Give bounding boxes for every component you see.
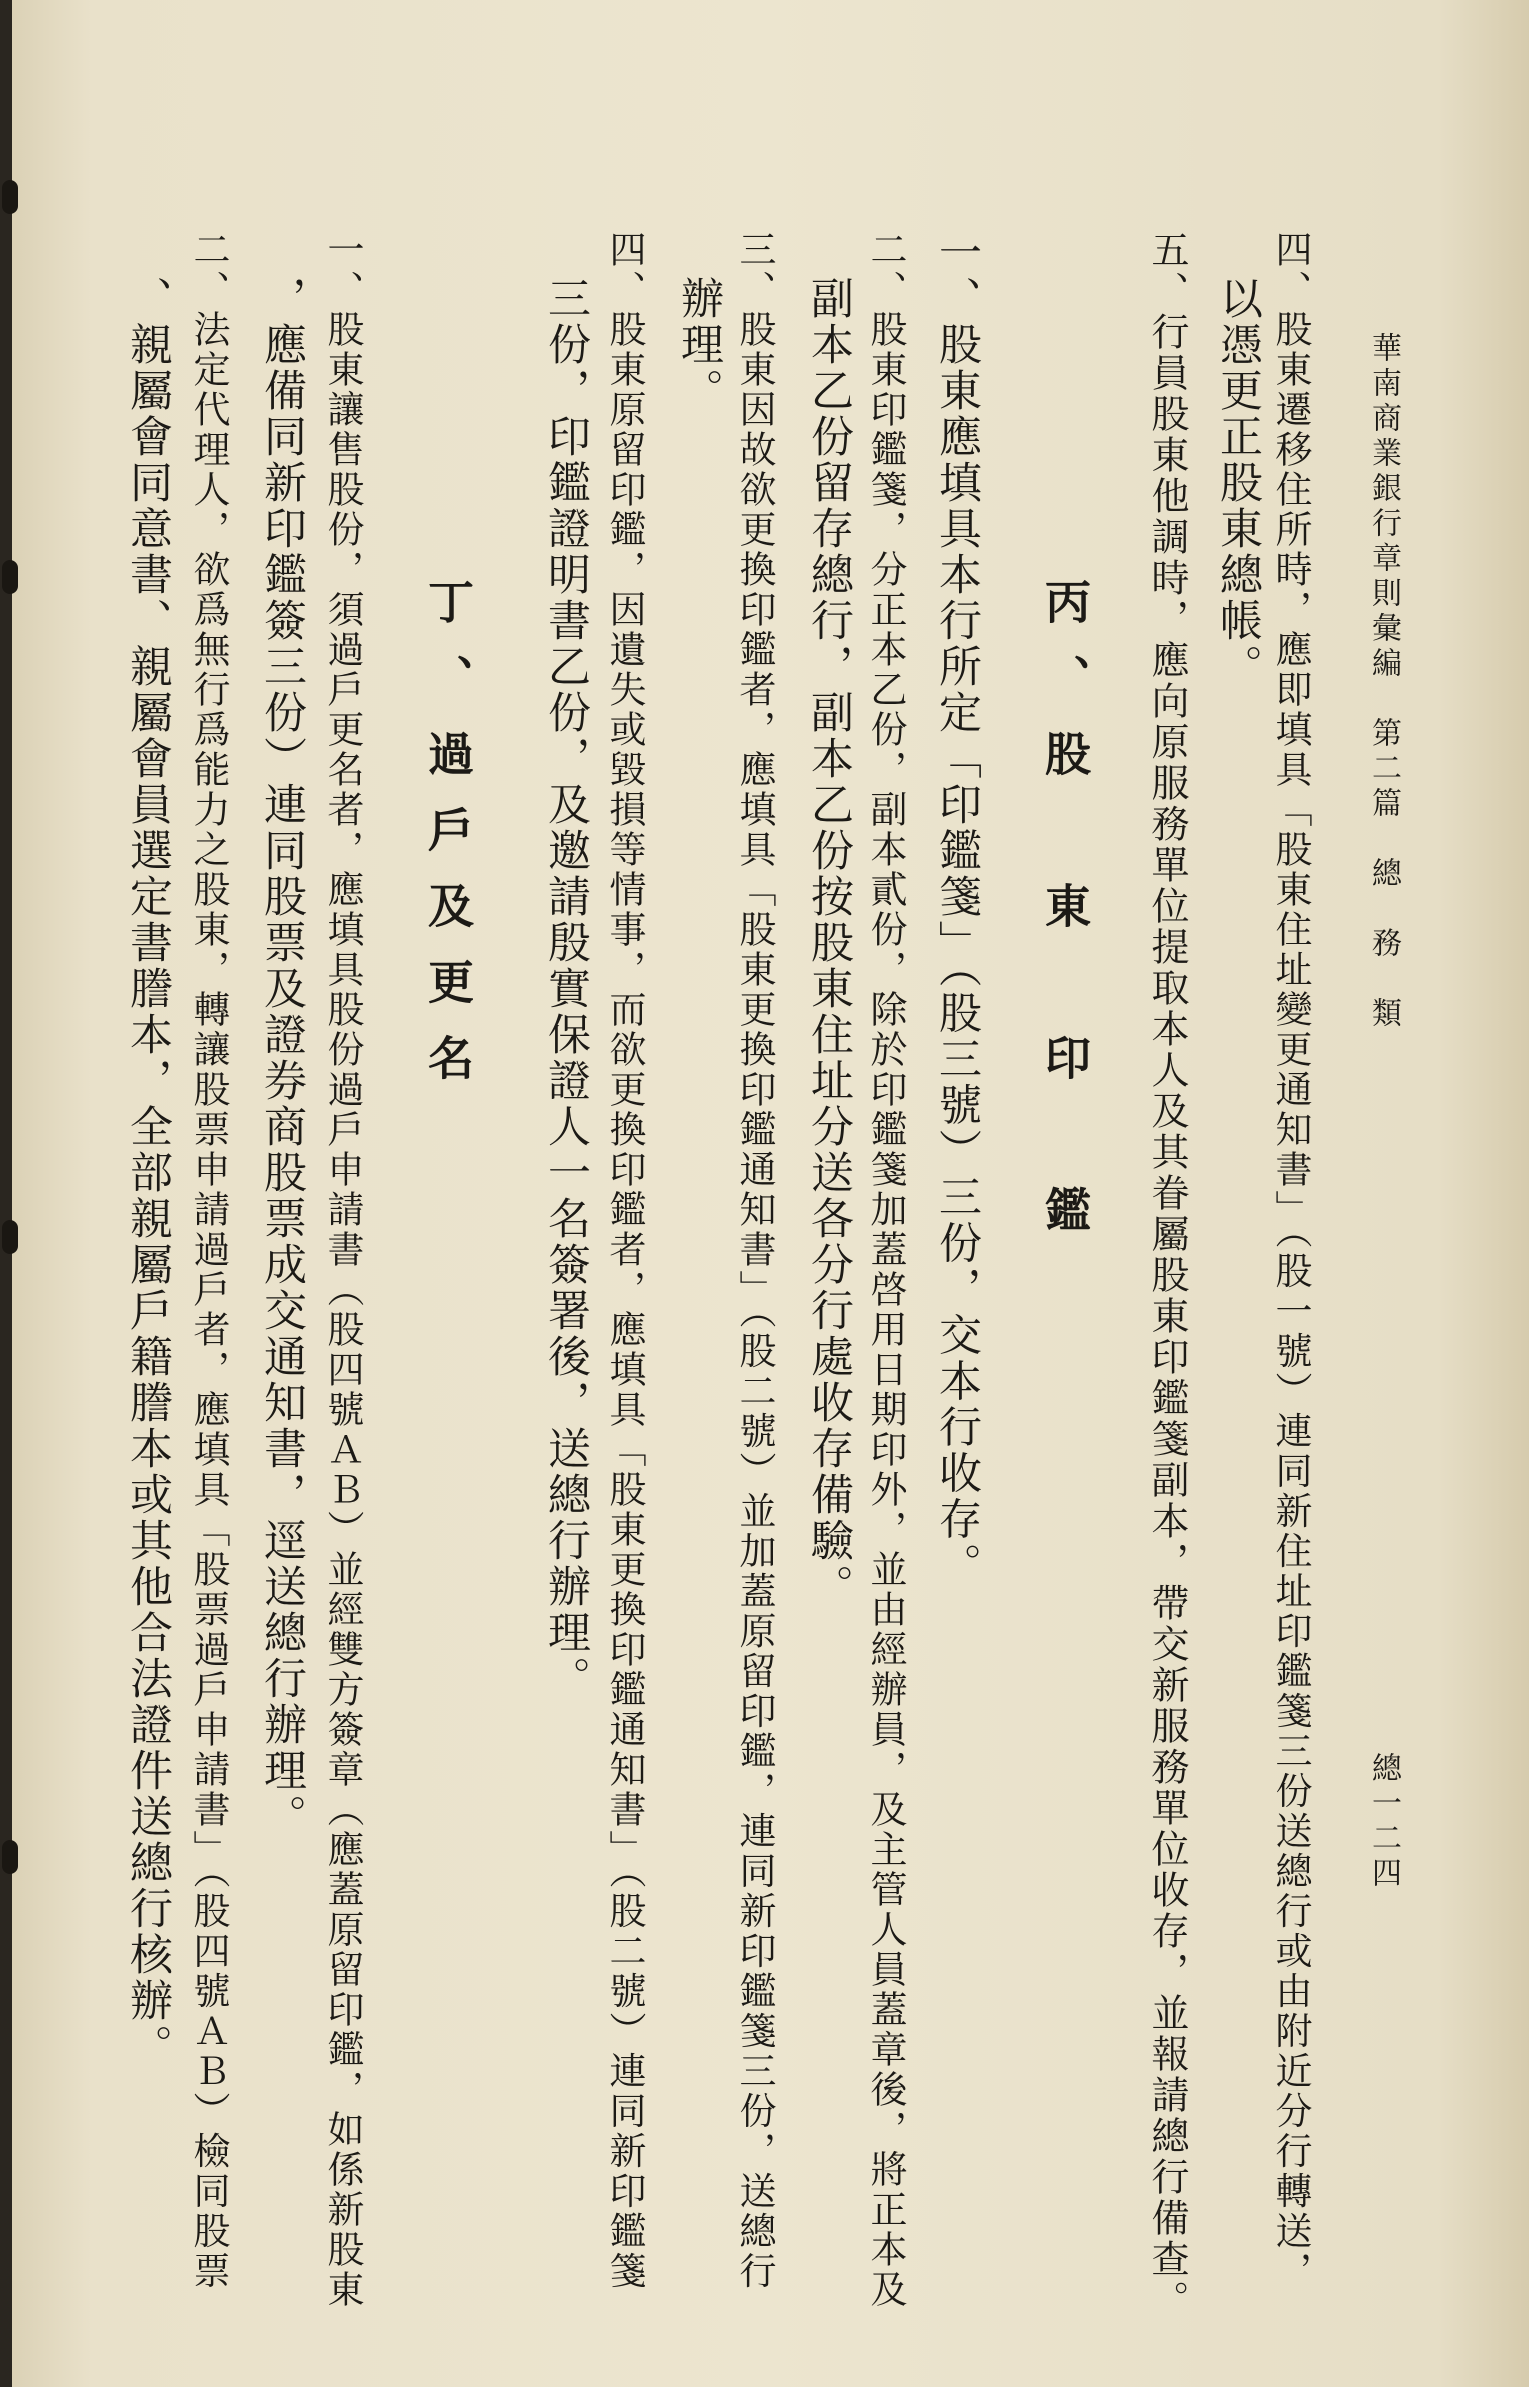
paragraph-column: 二、法定代理人，欲爲無行爲能力之股東，轉讓股票申請過戶者，應填具「股票過戶申請書」（股四號ＡＢ）檢同股票 xyxy=(187,230,230,2292)
paragraph-column: 辦理。 xyxy=(674,230,724,414)
paragraph-column: 副本乙份留存總行，副本乙份按股東住址分送各分行處收存備驗。 xyxy=(804,230,854,1610)
page-number: 總一二四 xyxy=(1366,1752,1401,1892)
paragraph-column: 四、股東原留印鑑，因遺失或毀損等情事，而欲更換印鑑者，應填具「股東更換印鑑通知書」（股二號）連同新印鑑箋 xyxy=(603,230,646,2292)
binding-hole xyxy=(2,180,18,214)
paragraph-column: 、親屬會同意書、親屬會員選定書謄本，全部親屬戶籍謄本或其他合法證件送總行核辦。 xyxy=(123,230,173,2070)
paragraph-column: 二、股東印鑑箋，分正本乙份，副本貳份，除於印鑑箋加蓋啓用日期印外，並由經辦員，及主管人員蓋章後，將正本及 xyxy=(864,230,907,2310)
paragraph-column: ，應備同新印鑑簽三份）連同股票及證券商股票成交通知書，逕送總行辦理。 xyxy=(257,230,307,1840)
paragraph-column: 三、股東因故欲更換印鑑者，應填具「股東更換印鑑通知書」（股二號）並加蓋原留印鑑，連同新印鑑箋三份，送總行 xyxy=(733,230,776,2292)
paragraph-column: 一、股東讓售股份，須過戶更名者，應填具股份過戶申請書（股四號ＡＢ）並經雙方簽章（應蓋原留印鑑，如係新股東 xyxy=(321,230,364,2310)
binding-hole xyxy=(2,1220,18,1254)
paragraph-column: 五、行員股東他調時，應向原服務單位提取本人及其眷屬股東印鑑箋副本，帶交新服務單位收存，並報請總行備查。 xyxy=(1145,230,1189,2321)
paragraph-column: 四、股東遷移住所時，應即填具「股東住址變更通知書」（股一號）連同新住址印鑑箋三份送總行或由附近分行轉送， xyxy=(1269,230,1312,2292)
paragraph-column: 一、股東應填具本行所定「印鑑箋」（股三號）三份，交本行收存。 xyxy=(932,230,982,1589)
paragraph-column: 三份，印鑑證明書乙份，及邀請殷實保證人一名簽署後，送總行辦理。 xyxy=(541,230,591,1702)
binding-edge xyxy=(0,0,12,2387)
running-title: 華南商業銀行章則彙編 第二篇 總 務 類 xyxy=(1366,332,1401,1032)
section-heading: 丁、過戶及更名 xyxy=(421,578,475,1110)
binding-hole xyxy=(2,1840,18,1874)
paragraph-column: 以憑更正股東總帳。 xyxy=(1213,230,1263,690)
binding-hole xyxy=(2,560,18,594)
section-heading: 丙、股 東 印 鑑 xyxy=(1038,578,1092,1262)
